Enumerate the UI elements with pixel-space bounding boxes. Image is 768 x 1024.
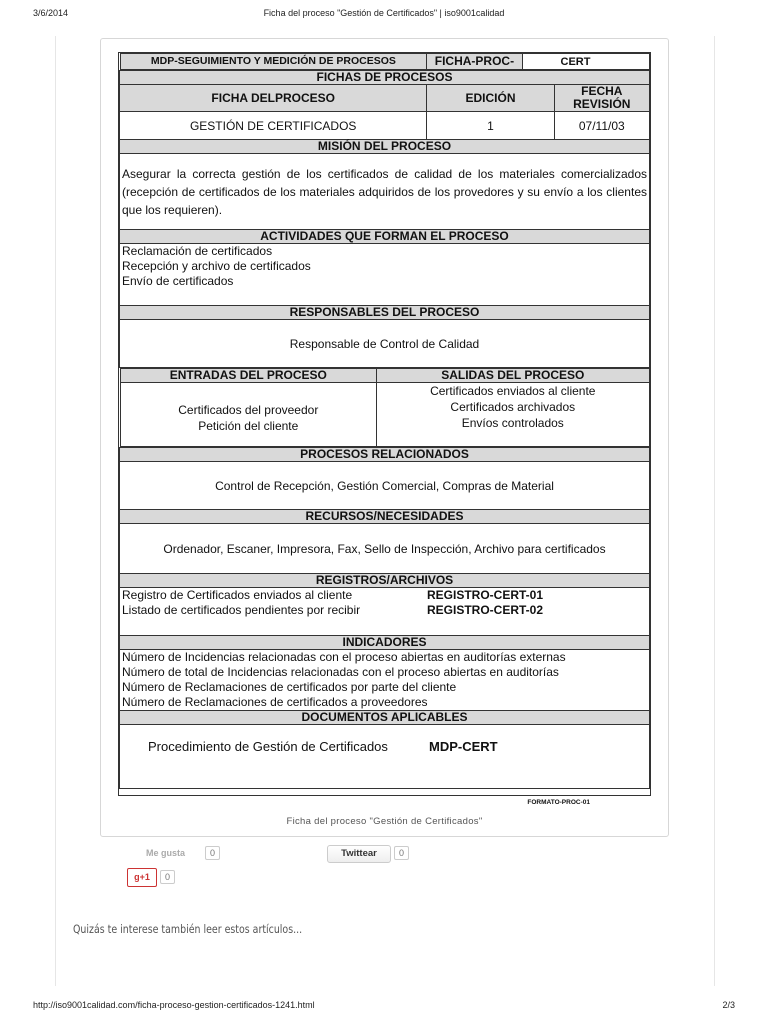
print-footer bbox=[0, 1000, 768, 1024]
print-title: Ficha del proceso "Gestión de Certificados" | iso9001calidad bbox=[263, 8, 505, 18]
actividad-item: Reclamación de certificados bbox=[122, 244, 273, 258]
registro-row bbox=[122, 603, 647, 618]
entrada-item: Certificados del proveedor bbox=[178, 402, 319, 417]
col-ficha: FICHA DELPROCESO bbox=[120, 85, 427, 112]
registro-code: REGISTRO-CERT-01 bbox=[427, 588, 544, 602]
col-edicion: EDICIÓN bbox=[427, 85, 554, 112]
actividad-item: Envío de certificados bbox=[122, 274, 234, 288]
registros-list bbox=[120, 588, 650, 636]
print-header bbox=[0, 4, 768, 20]
ficha-value: GESTIÓN DE CERTIFICADOS bbox=[120, 112, 427, 140]
recursos-title: RECURSOS/NECESIDADES bbox=[120, 510, 650, 524]
like-button[interactable]: Me gusta bbox=[146, 848, 186, 858]
sheet-ficha-code: FICHA-PROC- bbox=[427, 54, 522, 70]
fecha-value: 07/11/03 bbox=[554, 112, 649, 140]
registro-name: Registro de Certificados enviados al cliente bbox=[122, 588, 353, 602]
documento-name: Procedimiento de Gestión de Certificados bbox=[148, 739, 388, 754]
actividades-list bbox=[120, 244, 650, 306]
tweet-count: 0 bbox=[394, 846, 409, 860]
registro-code: REGISTRO-CERT-02 bbox=[427, 603, 544, 617]
entradas-title: ENTRADAS DEL PROCESO bbox=[120, 369, 377, 383]
indicador-item: Número de Reclamaciones de certificados a proveedores bbox=[122, 695, 428, 709]
related-articles-heading: Quizás te interese también leer estos artículos... bbox=[73, 922, 303, 936]
edicion-value: 1 bbox=[427, 112, 554, 140]
registro-name: Listado de certificados pendientes por recibir bbox=[122, 603, 361, 617]
mision-title: MISIÓN DEL PROCESO bbox=[120, 140, 650, 154]
indicador-item: Número de total de Incidencias relacionadas con el proceso abiertas en auditorías bbox=[122, 665, 559, 679]
col-fecha: FECHA REVISIÓN bbox=[554, 85, 649, 112]
process-sheet bbox=[118, 52, 651, 796]
documento-code: MDP-CERT bbox=[429, 739, 498, 754]
image-card bbox=[100, 38, 669, 837]
relacionados-title: PROCESOS RELACIONADOS bbox=[120, 448, 650, 462]
print-url: http://iso9001calidad.com/ficha-proceso-gestion-certificados-1241.html bbox=[33, 1000, 315, 1010]
entrada-item: Petición del cliente bbox=[198, 418, 299, 433]
actividad-item: Recepción y archivo de certificados bbox=[122, 259, 311, 273]
sheet-area: MDP-SEGUIMIENTO Y MEDICIÓN DE PROCESOS bbox=[120, 54, 427, 70]
image-caption: Ficha del proceso "Gestión de Certificados" bbox=[286, 816, 483, 827]
responsable-value: Responsable de Control de Calidad bbox=[120, 320, 650, 368]
print-page-number: 2/3 bbox=[722, 1000, 735, 1010]
mision-text: Asegurar la correcta gestión de los certificados de calidad de los materiales comercializados (recepción de certificados de los materiales adquiridos de los provedores y su envío a los clientes que los requieren). bbox=[120, 154, 650, 230]
fichas-title: FICHAS DE PROCESOS bbox=[120, 71, 650, 85]
print-date: 3/6/2014 bbox=[33, 8, 69, 18]
gplus-button[interactable]: g+1 bbox=[127, 868, 157, 887]
gplus-count: 0 bbox=[160, 870, 175, 884]
documentos-title: DOCUMENTOS APLICABLES bbox=[120, 711, 650, 725]
actividades-title: ACTIVIDADES QUE FORMAN EL PROCESO bbox=[120, 230, 650, 244]
indicador-item: Número de Reclamaciones de certificados por parte del cliente bbox=[122, 680, 457, 694]
tweet-button[interactable]: Twittear bbox=[327, 845, 391, 863]
relacionados-value: Control de Recepción, Gestión Comercial, Compras de Material bbox=[120, 462, 650, 510]
registros-title: REGISTROS/ARCHIVOS bbox=[120, 574, 650, 588]
indicadores-list bbox=[120, 650, 650, 711]
salida-item: Certificados archivados bbox=[450, 400, 576, 414]
indicadores-title: INDICADORES bbox=[120, 636, 650, 650]
salida-item: Envíos controlados bbox=[461, 416, 564, 430]
recursos-value: Ordenador, Escaner, Impresora, Fax, Sello de Inspección, Archivo para certificados bbox=[120, 524, 650, 574]
right-divider bbox=[714, 36, 715, 986]
sheet-code: CERT bbox=[522, 54, 649, 70]
process-sheet-table bbox=[119, 53, 650, 789]
responsables-title: RESPONSABLES DEL PROCESO bbox=[120, 306, 650, 320]
left-divider bbox=[55, 36, 56, 986]
salidas-title: SALIDAS DEL PROCESO bbox=[377, 369, 649, 383]
salidas-list bbox=[377, 383, 649, 447]
documento-row bbox=[120, 725, 650, 789]
entradas-list bbox=[120, 383, 377, 447]
salida-item: Certificados enviados al cliente bbox=[430, 384, 596, 398]
formato-code: FORMATO-PROC-01 bbox=[527, 799, 590, 806]
like-count: 0 bbox=[205, 846, 220, 860]
indicador-item: Número de Incidencias relacionadas con el proceso abiertas en auditorías externas bbox=[122, 650, 566, 664]
registro-row bbox=[122, 588, 647, 603]
